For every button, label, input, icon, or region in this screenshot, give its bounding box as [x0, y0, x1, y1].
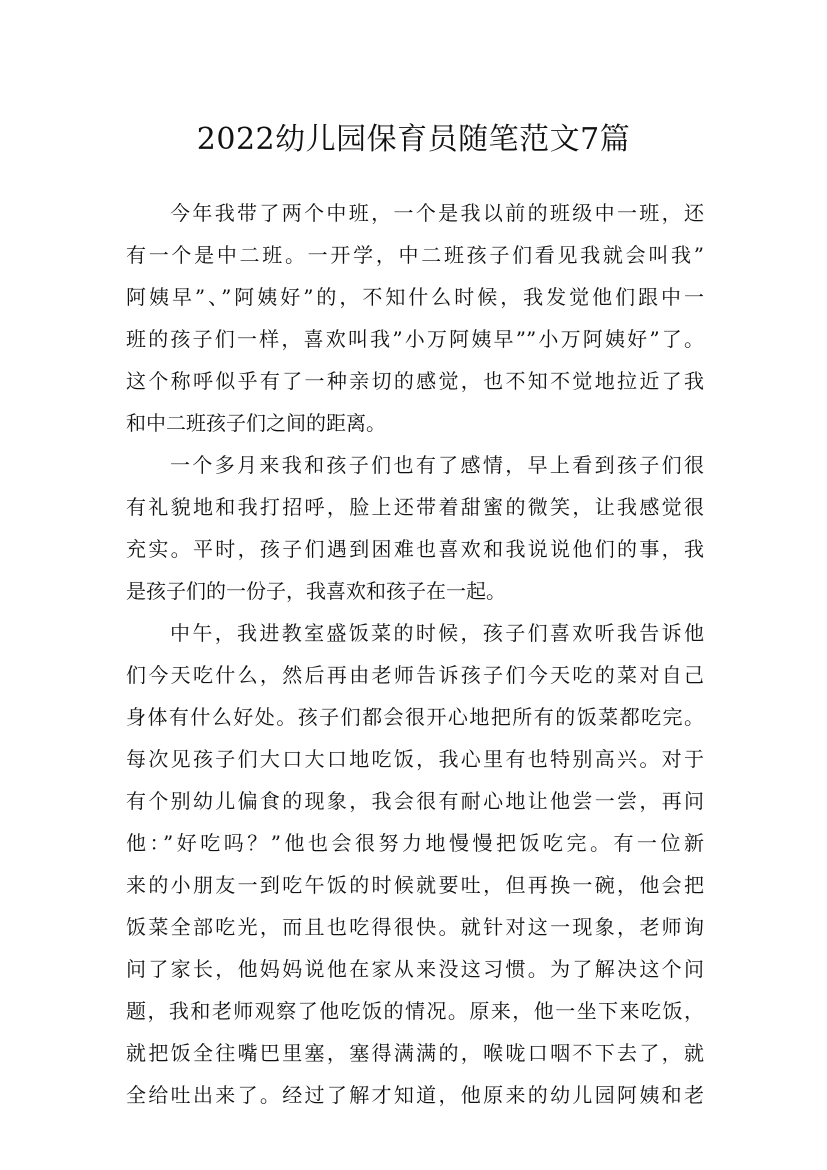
document-title: 2022幼儿园保育员随笔范文7篇: [196, 122, 631, 158]
text-line: 是孩子们的一份子，我喜欢和孩子在一起。: [126, 579, 506, 603]
text-line: 每次见孩子们大口大口地吃饭，我心里有也特别高兴。对于: [126, 747, 704, 771]
text-line: 班的孩子们一样，喜欢叫我”小万阿姨早””小万阿姨好”了。: [126, 327, 704, 351]
text-line: 有一个是中二班。一开学，中二班孩子们看见我就会叫我”: [126, 243, 704, 267]
text-line: 他：”好吃吗？”他也会很努力地慢慢把饭吃完。有一位新: [126, 831, 704, 855]
text-line: 今年我带了两个中班，一个是我以前的班级中一班，还: [170, 201, 704, 225]
text-line: 有个别幼儿偏食的现象，我会很有耐心地让他尝一尝，再问: [126, 789, 704, 813]
text-line: 问了家长，他妈妈说他在家从来没这习惯。为了解决这个问: [126, 957, 704, 981]
text-line: 有礼貌地和我打招呼，脸上还带着甜蜜的微笑，让我感觉很: [126, 495, 704, 519]
text-line: 中午，我进教室盛饭菜的时候，孩子们喜欢听我告诉他: [170, 621, 704, 645]
paragraph-3: [126, 612, 704, 1116]
text-line: 和中二班孩子们之间的距离。: [126, 411, 386, 435]
text-line: 来的小朋友一到吃午饭的时候就要吐，但再换一碗，他会把: [126, 873, 704, 897]
text-line: 饭菜全部吃光，而且也吃得很快。就针对这一现象，老师询: [126, 915, 704, 939]
text-line: 身体有什么好处。孩子们都会很开心地把所有的饭菜都吃完。: [126, 705, 704, 729]
text-line: 这个称呼似乎有了一种亲切的感觉，也不知不觉地拉近了我: [126, 369, 704, 393]
paragraph-1: [126, 192, 704, 444]
document-body: [126, 192, 704, 1116]
text-line: 阿姨早”、”阿姨好”的，不知什么时候，我发觉他们跟中一: [126, 285, 704, 309]
text-line: 就把饭全往嘴巴里塞，塞得满满的，喉咙口咽不下去了，就: [126, 1041, 704, 1065]
paragraph-2: [126, 444, 704, 612]
text-line: 题，我和老师观察了他吃饭的情况。原来，他一坐下来吃饭，: [126, 999, 704, 1023]
text-line: 充实。平时，孩子们遇到困难也喜欢和我说说他们的事，我: [126, 537, 704, 561]
text-line: 们今天吃什么，然后再由老师告诉孩子们今天吃的菜对自己: [126, 663, 704, 687]
text-line: 一个多月来我和孩子们也有了感情，早上看到孩子们很: [170, 453, 704, 477]
text-line: 全给吐出来了。经过了解才知道，他原来的幼儿园阿姨和老: [126, 1083, 704, 1107]
